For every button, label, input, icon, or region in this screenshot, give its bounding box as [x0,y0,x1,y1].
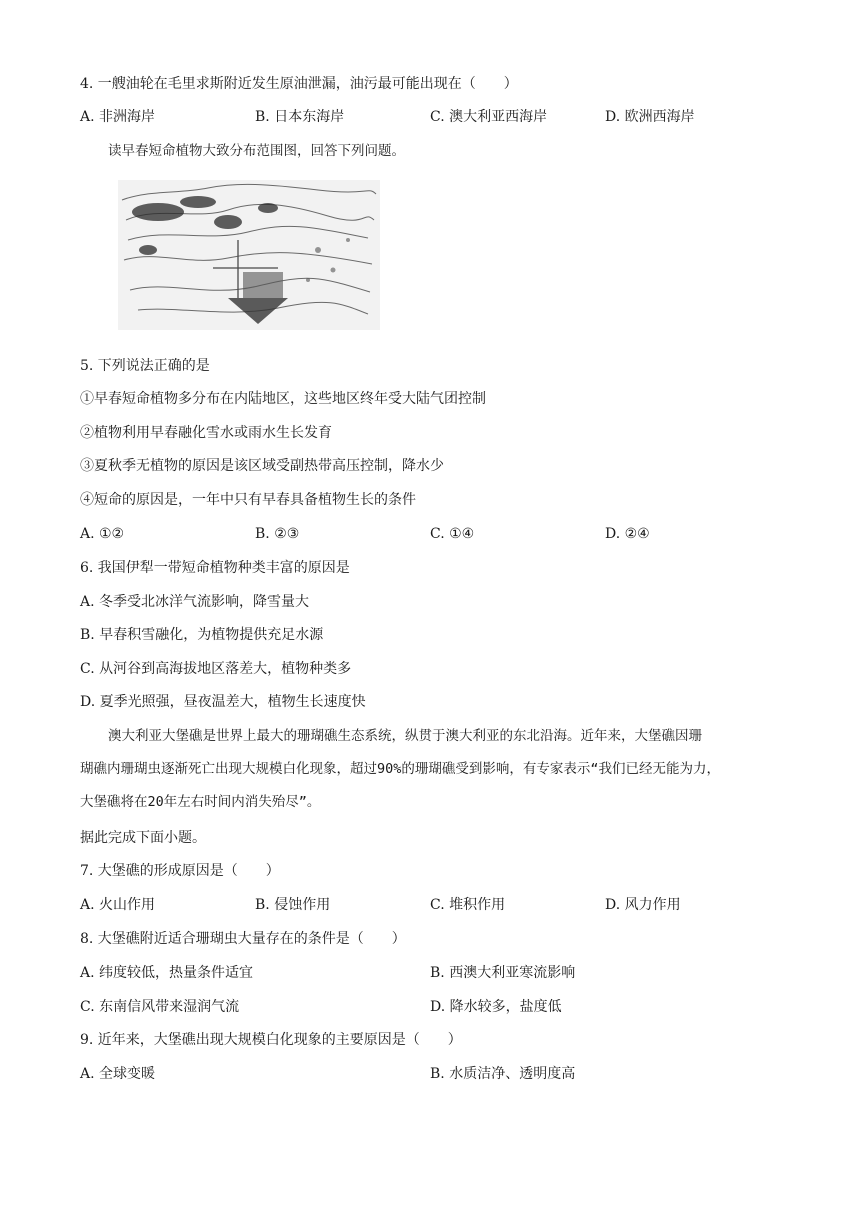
q8-stem: 8. 大堡礁附近适合珊瑚虫大量存在的条件是（ ） [80,931,406,947]
q5-statement-3: ③夏秋季无植物的原因是该区域受副热带高压控制，降水少 [80,458,444,474]
q9-stem: 9. 近年来，大堡礁出现大规模白化现象的主要原因是（ ） [80,1032,462,1048]
q9-option-b: B. 水质洁净、透明度高 [430,1066,576,1082]
map-intro: 读早春短命植物大致分布范围图，回答下列问题。 [108,143,405,159]
q9-option-a: A. 全球变暖 [80,1066,156,1082]
q4-stem: 4. 一艘油轮在毛里求斯附近发生原油泄漏，油污最可能出现在（ ） [80,76,518,92]
q8-option-b: B. 西澳大利亚寒流影响 [430,965,576,981]
q5-statement-2: ②植物利用早春融化雪水或雨水生长发育 [80,425,332,441]
q5-stem: 5. 下列说法正确的是 [80,358,210,374]
q4-option-c: C. 澳大利亚西海岸 [430,109,548,125]
q8-option-c: C. 东南信风带来湿润气流 [80,999,240,1015]
q6-stem: 6. 我国伊犁一带短命植物种类丰富的原因是 [80,560,350,576]
q5-statement-4: ④短命的原因是，一年中只有早春具备植物生长的条件 [80,492,416,508]
q4-option-a: A. 非洲海岸 [80,109,156,125]
reef-passage [80,726,780,812]
q5-option-a: A. ①② [80,526,125,542]
passage-line-3: 大堡礁将在20年左右时间内消失殆尽”。 [80,794,321,810]
q8-option-d: D. 降水较多，盐度低 [430,999,562,1015]
q7-option-a: A. 火山作用 [80,897,156,913]
q7-option-c: C. 堆积作用 [430,897,506,913]
passage-line-2: 瑚礁内珊瑚虫逐渐死亡出现大规模白化现象，超过90%的珊瑚礁受到影响，有专家表示“我们已经无能为力， [80,761,721,777]
q5-option-b: B. ②③ [255,526,300,542]
q6-option-a: A. 冬季受北冰洋气流影响，降雪量大 [80,594,310,610]
q4-option-d: D. 欧洲西海岸 [605,109,695,125]
q7-option-b: B. 侵蚀作用 [255,897,331,913]
passage-instruction: 据此完成下面小题。 [80,830,206,846]
q6-option-b: B. 早春积雪融化，为植物提供充足水源 [80,627,324,643]
early-spring-plants-distribution-map [118,180,380,330]
q5-option-d: D. ②④ [605,526,650,542]
q7-option-d: D. 风力作用 [605,897,681,913]
q5-option-c: C. ①④ [430,526,475,542]
q4-option-b: B. 日本东海岸 [255,109,345,125]
q8-option-a: A. 纬度较低，热量条件适宜 [80,965,254,981]
q6-option-d: D. 夏季光照强，昼夜温差大，植物生长速度快 [80,694,366,710]
q7-stem: 7. 大堡礁的形成原因是（ ） [80,863,280,879]
passage-line-1: 澳大利亚大堡礁是世界上最大的珊瑚礁生态系统，纵贯于澳大利亚的东北沿海。近年来，大堡礁因珊 [108,728,702,744]
q6-option-c: C. 从河谷到高海拔地区落差大，植物种类多 [80,661,352,677]
q5-statement-1: ①早春短命植物多分布在内陆地区，这些地区终年受大陆气团控制 [80,391,486,407]
